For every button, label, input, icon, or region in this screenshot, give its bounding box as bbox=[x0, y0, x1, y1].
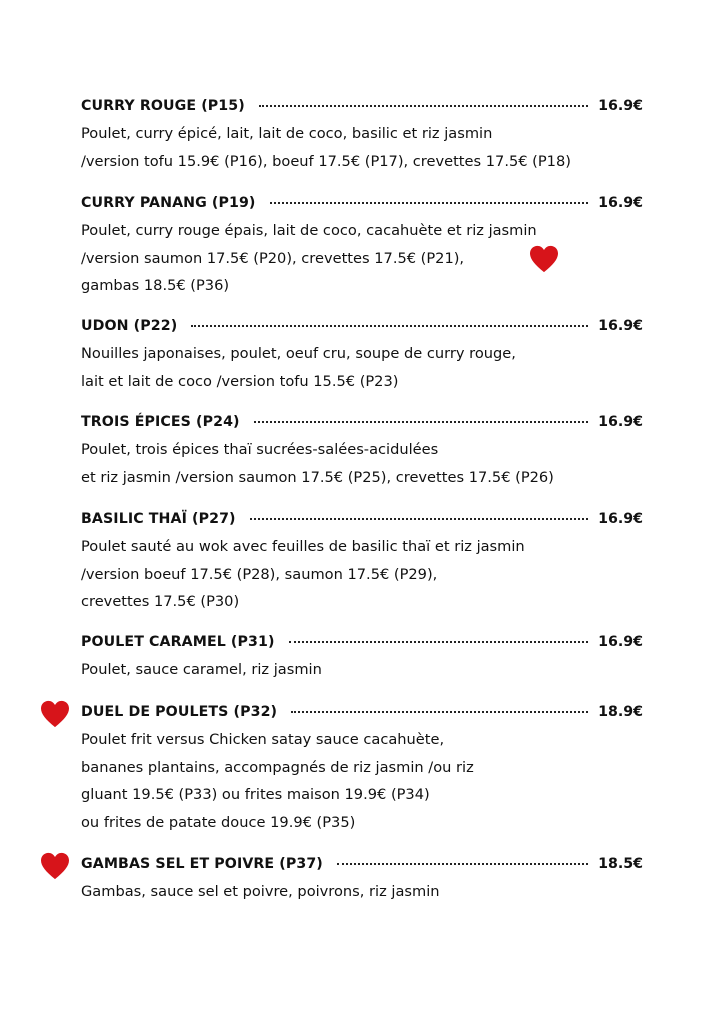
description-line: Poulet, trois épices thaï sucrées-salées-acidulées bbox=[81, 441, 439, 458]
description-line: lait et lait de coco /version tofu 15.5€ (P23) bbox=[81, 372, 399, 390]
menu-item-description bbox=[81, 878, 643, 906]
menu-item-header bbox=[81, 98, 643, 118]
heart-icon bbox=[40, 700, 70, 728]
menu-item-price: 16.9€ bbox=[598, 98, 643, 114]
dot-leader bbox=[337, 863, 588, 865]
menu-item-trois-epices bbox=[81, 414, 643, 491]
description-line: crevettes 17.5€ (P30) bbox=[81, 593, 240, 610]
description-line: gluant 19.5€ (P33) ou frites maison 19.9€ (P34) bbox=[81, 786, 430, 803]
menu-item-description bbox=[81, 436, 643, 491]
menu-item-name: DUEL DE POULETS (P32) bbox=[81, 704, 278, 720]
menu-item-name: CURRY PANANG (P19) bbox=[81, 195, 256, 211]
description-line: Gambas, sauce sel et poivre, poivrons, riz jasmin bbox=[81, 883, 440, 900]
dot-leader bbox=[254, 421, 588, 423]
heart-icon bbox=[40, 852, 70, 880]
description-line: bananes plantains, accompagnés de riz jasmin /ou riz bbox=[81, 758, 474, 776]
menu-item-header bbox=[81, 704, 643, 724]
menu-item-name: CURRY ROUGE (P15) bbox=[81, 98, 245, 114]
menu-item-name: BASILIC THAÏ (P27) bbox=[81, 511, 236, 527]
description-line: Nouilles japonaises, poulet, oeuf cru, soupe de curry rouge, bbox=[81, 345, 516, 362]
menu-item-price: 16.9€ bbox=[598, 634, 643, 650]
menu-item-header bbox=[81, 511, 643, 531]
heart-icon bbox=[529, 245, 559, 273]
menu-item-description bbox=[81, 533, 643, 616]
menu-item-name: POULET CARAMEL (P31) bbox=[81, 634, 275, 650]
menu-item-udon bbox=[81, 318, 643, 395]
menu-item-name: GAMBAS SEL ET POIVRE (P37) bbox=[81, 856, 323, 872]
menu-item-duel-de-poulets bbox=[81, 704, 643, 836]
menu-item-basilic-thai bbox=[81, 511, 643, 616]
description-line: ou frites de patate douce 19.9€ (P35) bbox=[81, 813, 356, 831]
menu-item-name: TROIS ÉPICES (P24) bbox=[81, 414, 240, 430]
menu-item-price: 16.9€ bbox=[598, 511, 643, 527]
menu-item-price: 16.9€ bbox=[598, 414, 643, 430]
description-line: Poulet, curry épicé, lait, lait de coco, basilic et riz jasmin bbox=[81, 125, 493, 142]
description-line: /version boeuf 17.5€ (P28), saumon 17.5€ (P29), bbox=[81, 565, 438, 583]
description-line: et riz jasmin /version saumon 17.5€ (P25), crevettes 17.5€ (P26) bbox=[81, 468, 554, 486]
menu-item-gambas-sel-et-poivre bbox=[81, 856, 643, 906]
menu-item-name: UDON (P22) bbox=[81, 318, 178, 334]
menu-item-header bbox=[81, 318, 643, 338]
description-line: Poulet frit versus Chicken satay sauce cacahuète, bbox=[81, 731, 445, 748]
description-line: /version saumon 17.5€ (P20), crevettes 17.5€ (P21), bbox=[81, 249, 465, 267]
description-line: Poulet, curry rouge épais, lait de coco, cacahuète et riz jasmin bbox=[81, 222, 537, 239]
dot-leader bbox=[191, 325, 588, 327]
menu-item-header bbox=[81, 414, 643, 434]
dot-leader bbox=[259, 105, 588, 107]
menu-item-header bbox=[81, 634, 643, 654]
menu-item-header bbox=[81, 856, 643, 876]
description-line: Poulet, sauce caramel, riz jasmin bbox=[81, 661, 322, 678]
dot-leader bbox=[250, 518, 588, 520]
dot-leader bbox=[270, 202, 589, 204]
menu-item-price: 18.9€ bbox=[598, 704, 643, 720]
menu-item-description bbox=[81, 120, 643, 175]
description-line: /version tofu 15.9€ (P16), boeuf 17.5€ (P17), crevettes 17.5€ (P18) bbox=[81, 152, 571, 170]
menu-item-description bbox=[81, 726, 643, 836]
dot-leader bbox=[289, 641, 589, 643]
description-line: gambas 18.5€ (P36) bbox=[81, 277, 230, 294]
menu-item-poulet-caramel bbox=[81, 634, 643, 684]
menu-item-description bbox=[81, 656, 643, 684]
dot-leader bbox=[291, 711, 588, 713]
description-line: Poulet sauté au wok avec feuilles de basilic thaï et riz jasmin bbox=[81, 538, 525, 555]
menu-item-price: 16.9€ bbox=[598, 318, 643, 334]
menu-item-curry-rouge bbox=[81, 98, 643, 175]
menu-item-price: 18.5€ bbox=[598, 856, 643, 872]
menu-item-description bbox=[81, 340, 643, 395]
menu-item-price: 16.9€ bbox=[598, 195, 643, 211]
menu-item-header bbox=[81, 195, 643, 215]
